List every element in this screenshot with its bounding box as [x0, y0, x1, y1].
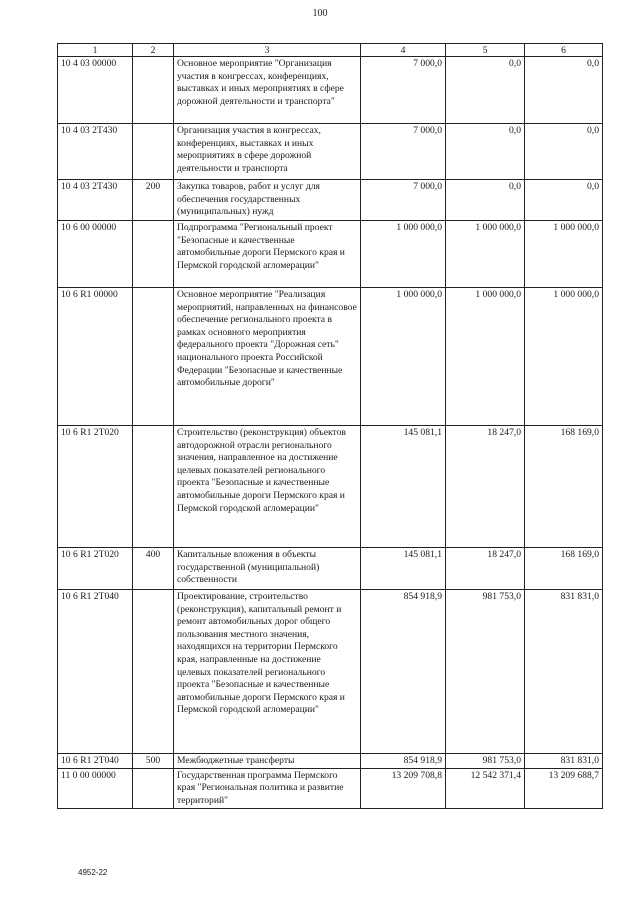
- row-name: Капитальные вложения в объекты государственной (муниципальной) собственности: [174, 548, 361, 590]
- table-row: [58, 57, 603, 124]
- row-expense-type: 200: [133, 180, 174, 221]
- row-name: Основное мероприятие "Реализация мероприятий, направленных на финансовое обеспечение регионального проекта в рамках основного мероприятия федерального проекта "Дорожная сеть" национального проекта Российской Федерации "Безопасные и качественные автомобильные дороги": [174, 288, 361, 426]
- row-name: Закупка товаров, работ и услуг для обеспечения государственных (муниципальных) нужд: [174, 180, 361, 221]
- row-name: Организация участия в конгрессах, конференциях, выставках и иных мероприятиях в сфере дорожной деятельности и транспорта: [174, 124, 361, 180]
- row-value-5: 1 000 000,0: [446, 288, 525, 426]
- row-value-6: 13 209 688,7: [525, 768, 603, 808]
- row-value-6: 0,0: [525, 124, 603, 180]
- row-value-6: 0,0: [525, 57, 603, 124]
- row-code: 10 6 R1 2Т040: [58, 590, 133, 754]
- column-header-2: 2: [133, 44, 174, 57]
- row-value-5: 981 753,0: [446, 754, 525, 769]
- row-expense-type: [133, 57, 174, 124]
- row-value-6: 831 831,0: [525, 754, 603, 769]
- table-row: [58, 548, 603, 590]
- row-name: Основное мероприятие "Организация участия в конгрессах, конференциях, выставках и иных мероприятиях в сфере дорожной деятельности и транспорта": [174, 57, 361, 124]
- row-value-6: 168 169,0: [525, 548, 603, 590]
- document-code: 4952-22: [78, 868, 108, 877]
- row-expense-type: 500: [133, 754, 174, 769]
- budget-table: [57, 43, 603, 809]
- row-value-5: 1 000 000,0: [446, 221, 525, 288]
- row-value-5: 0,0: [446, 180, 525, 221]
- row-value-4: 1 000 000,0: [361, 288, 446, 426]
- table-row: [58, 124, 603, 180]
- row-name: Проектирование, строительство (реконструкция), капитальный ремонт и ремонт автомобильных дорог общего пользования местного значения, находящихся на территории Пермского края, направленные на достижение целевых показателей регионального проекта "Безопасные и качественные автомобильные дороги Пермского края и Пермской городской агломерации": [174, 590, 361, 754]
- table-row: [58, 288, 603, 426]
- row-value-4: 7 000,0: [361, 124, 446, 180]
- row-value-5: 18 247,0: [446, 426, 525, 548]
- row-value-4: 7 000,0: [361, 180, 446, 221]
- row-value-4: 854 918,9: [361, 590, 446, 754]
- row-code: 10 6 R1 2Т020: [58, 548, 133, 590]
- table-header-row: [58, 44, 603, 57]
- row-value-5: 0,0: [446, 57, 525, 124]
- row-value-6: 1 000 000,0: [525, 221, 603, 288]
- table-row: [58, 221, 603, 288]
- row-code: 10 6 R1 2Т020: [58, 426, 133, 548]
- column-header-3: 3: [174, 44, 361, 57]
- row-name: Государственная программа Пермского края "Региональная политика и развитие территорий": [174, 768, 361, 808]
- row-name: Строительство (реконструкция) объектов автодорожной отрасли регионального значения, направленное на достижение целевых показателей регионального проекта "Безопасные и качественные автомобильные дороги Пермского края и Пермской городской агломерации": [174, 426, 361, 548]
- row-code: 10 4 03 00000: [58, 57, 133, 124]
- row-value-6: 168 169,0: [525, 426, 603, 548]
- row-code: 10 6 00 00000: [58, 221, 133, 288]
- row-value-4: 1 000 000,0: [361, 221, 446, 288]
- table-row: [58, 754, 603, 769]
- row-code: 10 6 R1 2Т040: [58, 754, 133, 769]
- row-name: Подпрограмма "Региональный проект "Безопасные и качественные автомобильные дороги Пермского края и Пермской городской агломерации": [174, 221, 361, 288]
- row-expense-type: [133, 426, 174, 548]
- column-header-5: 5: [446, 44, 525, 57]
- row-expense-type: [133, 590, 174, 754]
- row-value-5: 981 753,0: [446, 590, 525, 754]
- row-value-4: 7 000,0: [361, 57, 446, 124]
- row-value-6: 831 831,0: [525, 590, 603, 754]
- row-expense-type: [133, 768, 174, 808]
- column-header-1: 1: [58, 44, 133, 57]
- row-code: 11 0 00 00000: [58, 768, 133, 808]
- row-value-5: 0,0: [446, 124, 525, 180]
- row-value-4: 854 918,9: [361, 754, 446, 769]
- row-code: 10 6 R1 00000: [58, 288, 133, 426]
- row-expense-type: 400: [133, 548, 174, 590]
- row-code: 10 4 03 2Т430: [58, 124, 133, 180]
- page-number: 100: [312, 8, 328, 19]
- row-value-5: 12 542 371,4: [446, 768, 525, 808]
- row-code: 10 4 03 2Т430: [58, 180, 133, 221]
- row-value-4: 145 081,1: [361, 548, 446, 590]
- table-row: [58, 590, 603, 754]
- row-value-5: 18 247,0: [446, 548, 525, 590]
- row-value-4: 145 081,1: [361, 426, 446, 548]
- row-value-4: 13 209 708,8: [361, 768, 446, 808]
- table-row: [58, 180, 603, 221]
- row-value-6: 0,0: [525, 180, 603, 221]
- column-header-6: 6: [525, 44, 603, 57]
- row-expense-type: [133, 288, 174, 426]
- table-row: [58, 768, 603, 808]
- row-name: Межбюджетные трансферты: [174, 754, 361, 769]
- row-expense-type: [133, 124, 174, 180]
- table-row: [58, 426, 603, 548]
- column-header-4: 4: [361, 44, 446, 57]
- row-value-6: 1 000 000,0: [525, 288, 603, 426]
- row-expense-type: [133, 221, 174, 288]
